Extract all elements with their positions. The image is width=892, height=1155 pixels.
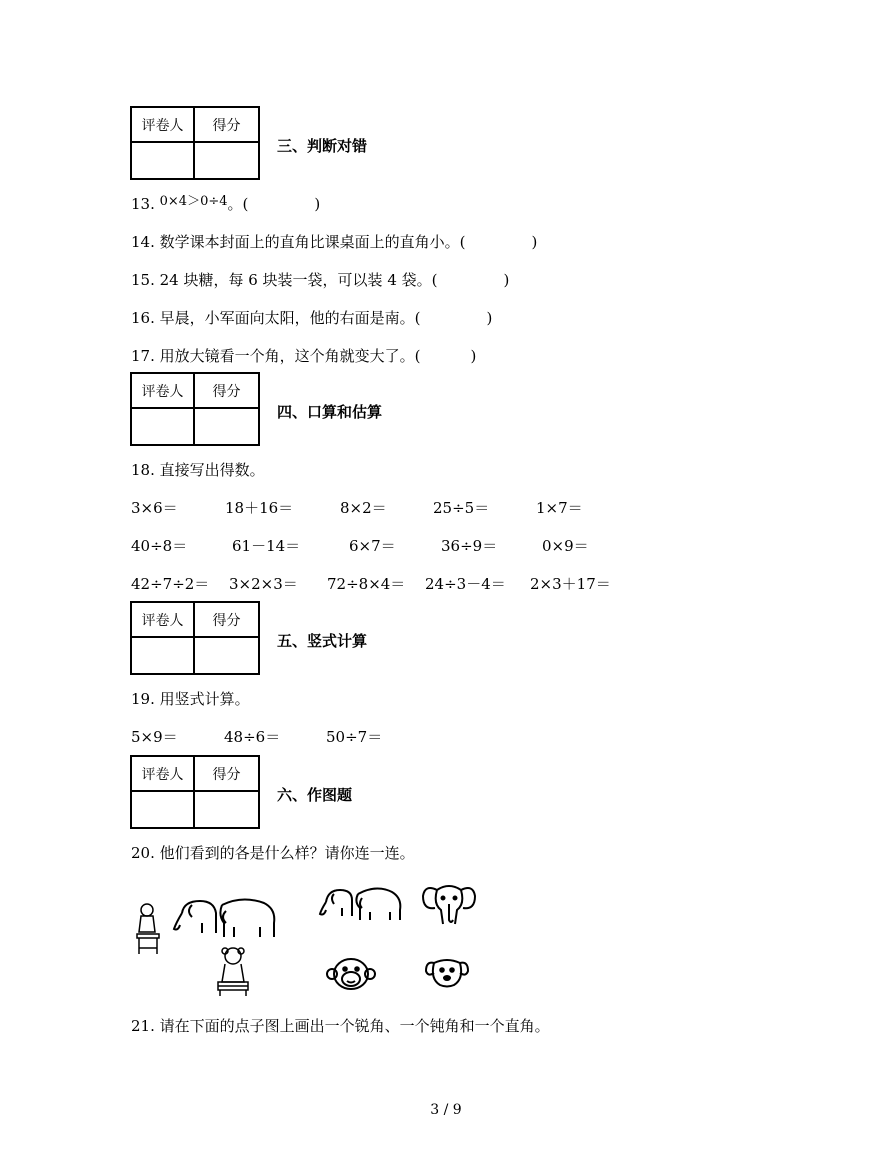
question-15: 15. 24 块糖，每 6 块装一袋，可以装 4 袋。( ): [131, 271, 510, 289]
question-17: 17. 用放大镜看一个角，这个角就变大了。( ): [131, 347, 477, 365]
question-18: 18. 直接写出得数。: [131, 461, 265, 479]
grader-score-label: 得分: [195, 757, 258, 792]
q13-expression: 0×4＞0÷4: [159, 194, 228, 209]
elephant-front-illustration[interactable]: [421, 880, 477, 928]
grader-box-s5: [130, 601, 260, 675]
grader-box-s3: [130, 106, 260, 180]
grader-score-cell[interactable]: [195, 792, 258, 827]
grader-box-s4: [130, 372, 260, 446]
calc-item[interactable]: 40÷8＝: [131, 537, 188, 555]
calc-item[interactable]: 72÷8×4＝: [327, 575, 406, 593]
section-title-vertical-calc: 五、竖式计算: [277, 632, 368, 650]
calc-item[interactable]: 5×9＝: [131, 728, 178, 746]
grader-score-cell[interactable]: [195, 143, 258, 178]
grader-score-label: 得分: [195, 374, 258, 409]
calc-item[interactable]: 3×6＝: [131, 499, 178, 517]
girl-on-stool-illustration[interactable]: [134, 902, 162, 956]
question-20: 20. 他们看到的各是什么样？请你连一连。: [131, 844, 415, 862]
two-elephants-large-illustration[interactable]: [172, 893, 278, 941]
question-21: 21. 请在下面的点子图上画出一个锐角、一个钝角和一个直角。: [131, 1017, 550, 1035]
question-13: 13. 0×4＞0÷4。( ): [131, 194, 321, 213]
calc-item[interactable]: 61－14＝: [232, 537, 301, 555]
grader-reviewer-cell[interactable]: [132, 792, 195, 827]
calc-item[interactable]: 6×7＝: [349, 537, 396, 555]
calc-item[interactable]: 18＋16＝: [225, 499, 294, 517]
grader-reviewer-label: 评卷人: [132, 603, 195, 638]
calc-item[interactable]: 25÷5＝: [433, 499, 490, 517]
grader-reviewer-label: 评卷人: [132, 108, 195, 143]
calc-item[interactable]: 48÷6＝: [224, 728, 281, 746]
calc-item[interactable]: 2×3＋17＝: [530, 575, 611, 593]
question-19: 19. 用竖式计算。: [131, 690, 250, 708]
grader-score-label: 得分: [195, 603, 258, 638]
grader-box-s6: [130, 755, 260, 829]
monkey-face-illustration[interactable]: [326, 956, 376, 992]
question-16: 16. 早晨，小军面向太阳，他的右面是南。( ): [131, 309, 493, 327]
dog-face-illustration[interactable]: [424, 957, 470, 989]
grader-score-cell[interactable]: [195, 638, 258, 673]
boy-on-stool-illustration[interactable]: [214, 946, 252, 998]
calc-item[interactable]: 8×2＝: [340, 499, 387, 517]
section-title-judge: 三、判断对错: [277, 137, 368, 155]
section-title-mental-math: 四、口算和估算: [277, 403, 383, 421]
two-elephants-small-illustration[interactable]: [318, 884, 404, 924]
calc-item[interactable]: 50÷7＝: [326, 728, 383, 746]
grader-reviewer-cell[interactable]: [132, 638, 195, 673]
calc-item[interactable]: 42÷7÷2＝: [131, 575, 210, 593]
grader-reviewer-cell[interactable]: [132, 409, 195, 444]
grader-score-label: 得分: [195, 108, 258, 143]
section-title-drawing: 六、作图题: [277, 786, 353, 804]
calc-item[interactable]: 3×2×3＝: [229, 575, 298, 593]
grader-reviewer-label: 评卷人: [132, 374, 195, 409]
calc-item[interactable]: 36÷9＝: [441, 537, 498, 555]
question-14: 14. 数学课本封面上的直角比课桌面上的直角小。( ): [131, 233, 538, 251]
calc-item[interactable]: 24÷3－4＝: [425, 575, 506, 593]
calc-item[interactable]: 1×7＝: [536, 499, 583, 517]
grader-reviewer-cell[interactable]: [132, 143, 195, 178]
grader-score-cell[interactable]: [195, 409, 258, 444]
page-number: 3 / 9: [430, 1102, 462, 1118]
grader-reviewer-label: 评卷人: [132, 757, 195, 792]
calc-item[interactable]: 0×9＝: [542, 537, 589, 555]
